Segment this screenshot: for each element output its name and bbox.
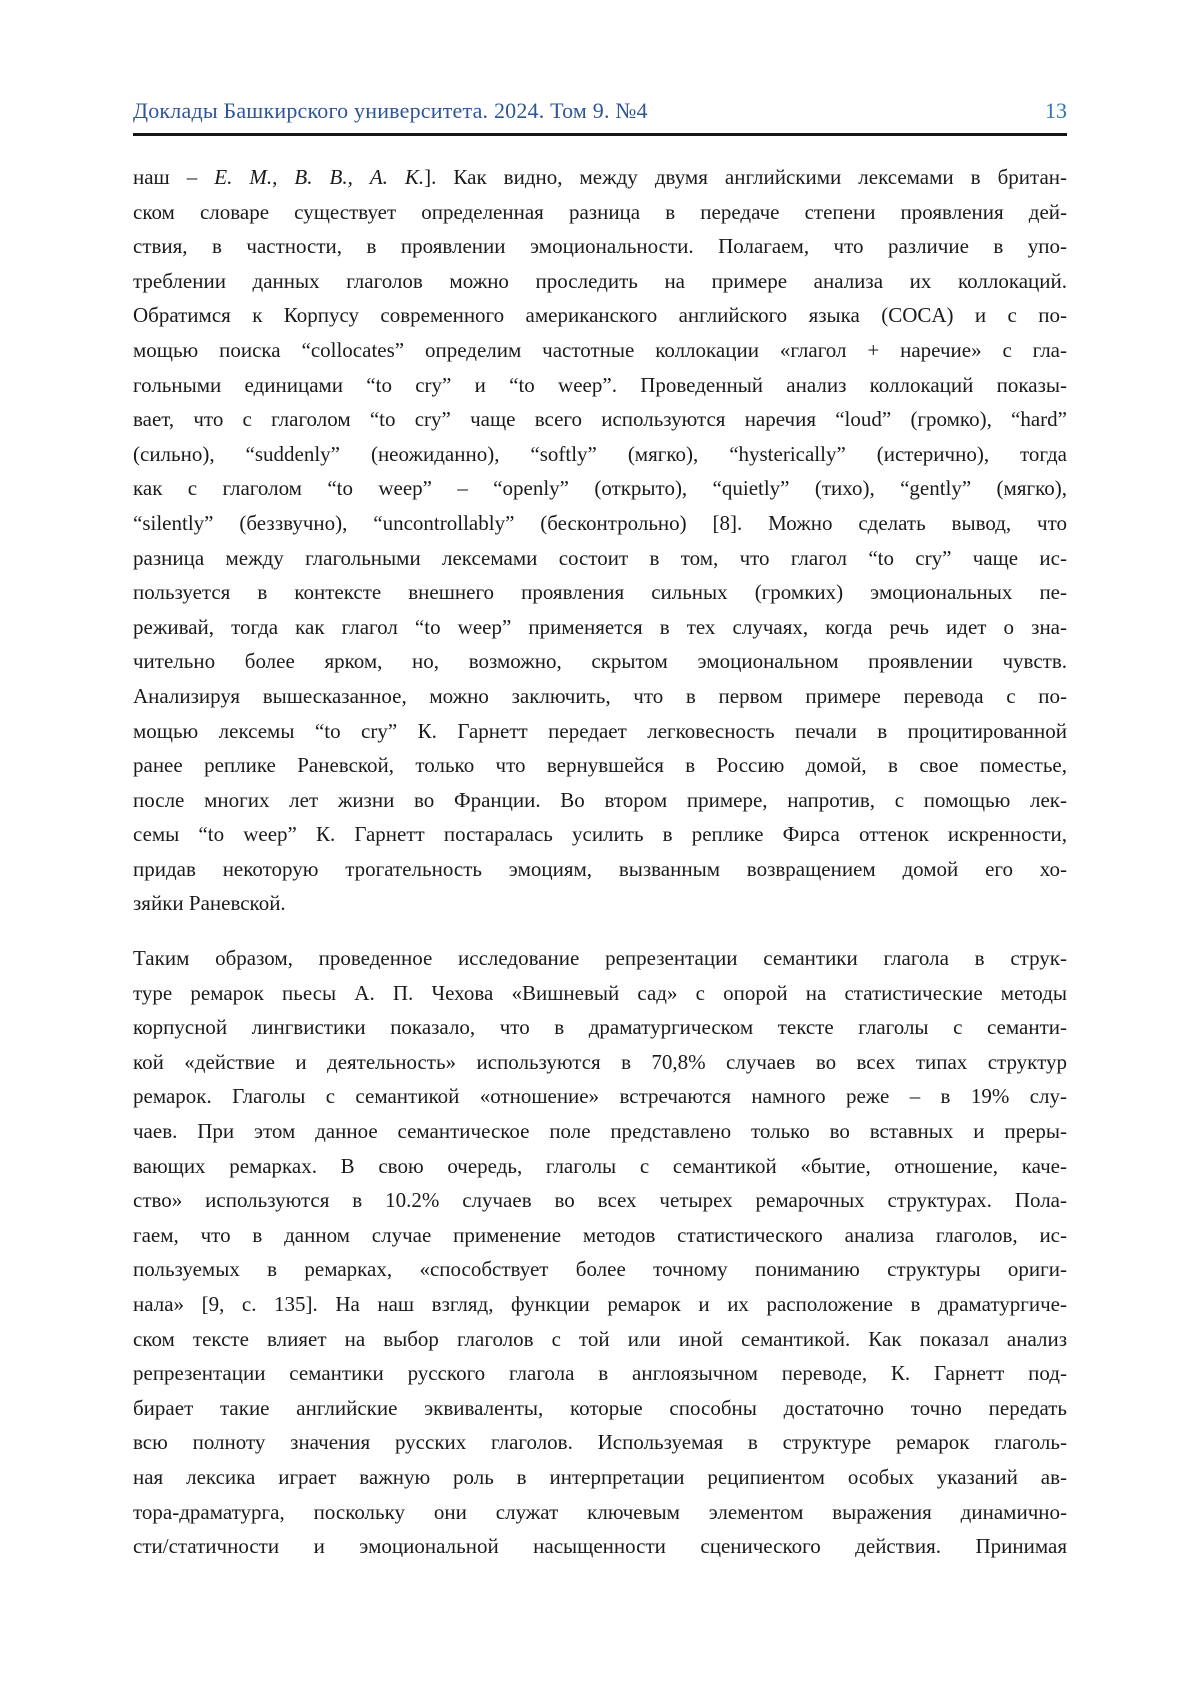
text-line: чаев. При этом данное семантическое поле представлено только во вставных и преры-: [133, 1119, 1067, 1144]
text-line: нала» [9, с. 135]. На наш взгляд, функции ремарок и их расположение в драматургиче-: [133, 1292, 1067, 1316]
text-line: вает, что с глаголом “to cry” чаще всего используются наречия “loud” (громко), “hard”: [133, 407, 1067, 432]
text-line: пользуется в контексте внешнего проявления сильных (громких) эмоциональных пе-: [133, 580, 1067, 605]
author-initials-italic: Е. М., В. В., А. К.: [214, 165, 425, 189]
text-line: разница между глагольными лексемами состоит в том, что глагол “to cry” чаще ис-: [133, 545, 1067, 570]
text-line: семы “to weep” К. Гарнетт постаралась усилить в реплике Фирса оттенок искренности,: [133, 822, 1067, 847]
text-line: ство» используются в 10.2% случаев во всех четырех ремарочных структурах. Пола-: [133, 1188, 1067, 1213]
paragraph-2: [133, 941, 1067, 1564]
line-prefix: наш –: [133, 165, 215, 189]
text-line: репрезентации семантики русского глагола в англоязычном переводе, К. Гарнетт под-: [133, 1361, 1067, 1386]
text-line: гаем, что в данном случае применение методов статистического анализа глаголов, ис-: [133, 1222, 1067, 1247]
text-line-first: [133, 160, 1067, 195]
text-line: Обратимся к Корпусу современного американского английского языка (COCA) и с по-: [133, 303, 1067, 328]
paragraph-2-lines: [133, 941, 1067, 1564]
text-line: придав некоторую трогательность эмоциям, вызванным возвращением домой его хо-: [133, 856, 1067, 881]
text-line: Анализируя вышесказанное, можно заключить, что в первом примере перевода с по-: [133, 683, 1067, 708]
paragraph-1: [133, 160, 1067, 921]
text-line: всю полноту значения русских глаголов. Используемая в структуре ремарок глаголь-: [133, 1430, 1067, 1455]
article-body: [133, 160, 1067, 1564]
text-line: ремарок. Глаголы с семантикой «отношение» встречаются намного реже – в 19% слу-: [133, 1084, 1067, 1109]
text-line: “silently” (беззвучно), “uncontrollably” (бесконтрольно) [8]. Можно сделать вывод, что: [133, 510, 1067, 535]
text-line: ском словаре существует определенная разница в передаче степени проявления дей-: [133, 199, 1067, 224]
text-line: бирает такие английские эквиваленты, которые способны достаточно точно передать: [133, 1395, 1067, 1420]
text-line: пользуемых в ремарках, «способствует более точному пониманию структуры ориги-: [133, 1257, 1067, 1282]
text-line: туре ремарок пьесы А. П. Чехова «Вишневый сад» с опорой на статистические методы: [133, 980, 1067, 1005]
text-line: кой «действие и деятельность» используются в 70,8% случаев во всех типах структур: [133, 1049, 1067, 1074]
text-line: Таким образом, проведенное исследование репрезентации семантики глагола в струк-: [133, 946, 1067, 971]
text-line: (сильно), “suddenly” (неожиданно), “softly” (мягко), “hysterically” (истерично), тогда: [133, 441, 1067, 466]
text-line: треблении данных глаголов можно проследить на примере анализа их коллокаций.: [133, 268, 1067, 293]
text-line: чительно более ярком, но, возможно, скрытом эмоциональном проявлении чувств.: [133, 649, 1067, 674]
text-line-paragraph-end: зяйки Раневской.: [133, 891, 286, 916]
text-line: после многих лет жизни во Франции. Во втором примере, напротив, с помощью лек-: [133, 787, 1067, 812]
text-line: тора-драматурга, поскольку они служат ключевым элементом выражения динамично-: [133, 1499, 1067, 1524]
text-line: ранее реплике Раневской, только что вернувшейся в Россию домой, в свое поместье,: [133, 753, 1067, 778]
text-line: гольными единицами “to cry” и “to weep”. Проведенный анализ коллокаций показы-: [133, 372, 1067, 397]
text-line: как с глаголом “to weep” – “openly” (открыто), “quietly” (тихо), “gently” (мягко),: [133, 476, 1067, 501]
page-number: 13: [1045, 98, 1067, 123]
text-line: ском тексте влияет на выбор глаголов с той или иной семантикой. Как показал анализ: [133, 1326, 1067, 1351]
journal-title: Доклады Башкирского университета. 2024. Том 9. №4: [133, 98, 648, 123]
text-line: корпусной лингвистики показало, что в драматургическом тексте глаголы с семанти-: [133, 1015, 1067, 1040]
text-line: сти/статичности и эмоциональной насыщенности сценического действия. Принимая: [133, 1534, 1067, 1559]
text-line: мощью лексемы “to cry” К. Гарнетт передает легковесность печали в процитированной: [133, 718, 1067, 743]
text-line: реживай, тогда как глагол “to weep” применяется в тех случаях, когда речь идет о зна-: [133, 614, 1067, 639]
page-header: [133, 98, 1067, 136]
line-rest: ]. Как видно, между двумя английскими лексемами в британ-: [424, 165, 1068, 189]
paragraph-1-lines: [133, 195, 1067, 887]
text-line: ная лексика играет важную роль в интерпретации реципиентом особых указаний ав-: [133, 1464, 1067, 1489]
text-line: вающих ремарках. В свою очередь, глаголы с семантикой «бытие, отношение, каче-: [133, 1153, 1067, 1178]
text-line: ствия, в частности, в проявлении эмоциональности. Полагаем, что различие в упо-: [133, 234, 1067, 259]
text-line: мощью поиска “collocates” определим частотные коллокации «глагол + наречие» с гла-: [133, 337, 1067, 362]
